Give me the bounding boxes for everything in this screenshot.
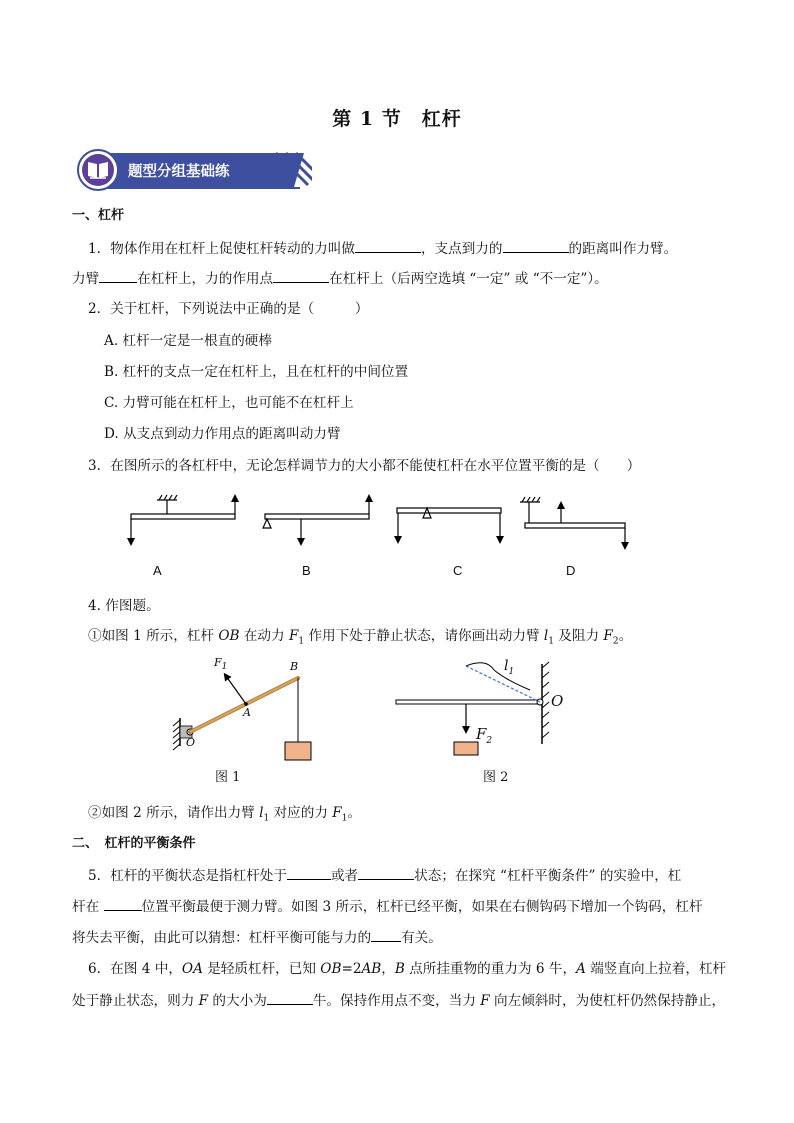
fig2-f2-label — [476, 725, 492, 746]
q6-text: F — [480, 993, 490, 1009]
q5-text: 或者 — [330, 868, 359, 884]
q4-text: 及阻力 — [553, 628, 604, 644]
question-4-sub-1 — [88, 626, 632, 652]
q5-text: 5．杠杆的平衡状态是指杠杆处于 — [88, 868, 287, 884]
q4-text: F — [288, 628, 299, 644]
question-4-stem: 4. 作图题。 — [88, 598, 160, 614]
q6-text: 牛。保持作用点不变，当力 — [312, 993, 481, 1009]
question-1-line-2 — [72, 268, 608, 289]
q6-text: OB — [320, 961, 342, 977]
q5-text: 杆在 — [72, 899, 104, 915]
q5-text: 位置平衡最便于测力臂。如图 3 所示，杠杆已经平衡，如果在右侧钩码下增加一个钩码，杠杆 — [141, 899, 703, 915]
section-heading-1: 一、杠杆 — [72, 208, 125, 223]
fig1-a-label: A — [243, 706, 251, 719]
banner-label: 题型分组基础练 — [128, 164, 230, 180]
q4-text: ②如图 2 所示，请作出力臂 — [88, 805, 260, 821]
q1-text: 在杠杆上（后两空选填 “一定” 或 “不一定”）。 — [329, 271, 608, 287]
q5-text: 有关。 — [401, 930, 442, 946]
q6-text: B — [394, 961, 405, 977]
q5-text: 状态；在探究 “杠杆平衡条件” 的实验中，杠 — [414, 868, 682, 884]
q1-text: ，支点到力的 — [420, 241, 503, 257]
q6-text: 6．在图 4 中， — [88, 961, 182, 977]
q6-text: 处于静止状态，则力 — [72, 993, 199, 1009]
q6-text: OA — [181, 961, 203, 977]
q4-text: OB — [218, 628, 240, 644]
question-2-option-d[interactable]: D. 从支点到动力作用点的距离叫动力臂 — [104, 426, 341, 442]
question-5-line-2 — [72, 896, 703, 917]
q4-text: l — [259, 805, 264, 821]
option-label-c: C — [453, 563, 463, 578]
fig2-text: 1 — [508, 666, 515, 677]
q1-text: 的距离叫作力臂。 — [568, 241, 678, 257]
q1-text: 力臂 — [72, 271, 100, 287]
q6-text: A — [576, 961, 586, 977]
blank[interactable] — [503, 238, 569, 253]
lever-d — [520, 497, 625, 546]
option-label-a: A — [153, 563, 162, 578]
fig1-b-label: B — [290, 660, 299, 673]
fig2-text: F — [476, 725, 487, 743]
blank[interactable] — [273, 268, 329, 283]
question-3-stem: 3．在图所示的各杠杆中，无论怎样调节力的大小都不能使杠杆在水平位置平衡的是（ ） — [88, 458, 641, 474]
question-2-option-b[interactable]: B. 杠杆的支点一定在杠杆上，且在杠杆的中间位置 — [104, 364, 409, 380]
q4-text: 。 — [347, 805, 362, 821]
q6-text: =2 — [341, 961, 362, 977]
blank[interactable] — [371, 927, 401, 942]
fig2-text: 2 — [486, 736, 493, 746]
question-5-line-1 — [88, 865, 681, 886]
fig1-text: F — [214, 656, 222, 669]
q4-text: 在动力 — [239, 628, 289, 644]
q4-text: 2 — [612, 636, 619, 647]
question-5-line-3 — [72, 927, 442, 948]
lever-b — [263, 498, 369, 542]
question-6-line-1 — [88, 959, 726, 979]
option-label-b: B — [302, 563, 311, 578]
q6-text: AB — [361, 961, 382, 977]
q4-text: 1 — [341, 813, 348, 824]
blank[interactable] — [99, 268, 137, 283]
q4-text: 作用下处于静止状态，请你画出动力臂 — [304, 628, 544, 644]
q6-text: 端竖直向上拉着，杠杆 — [585, 961, 727, 977]
fig1-f1-label — [214, 656, 227, 672]
q6-text: 点所挂重物的重力为 6 牛， — [404, 961, 577, 977]
figure-1-caption: 图 1 — [215, 770, 241, 785]
q6-text: 的大小为 — [208, 993, 267, 1009]
q4-text: 1 — [298, 636, 305, 647]
q4-text: l — [543, 628, 549, 644]
q1-text: 在杠杆上，力的作用点 — [137, 271, 274, 287]
lever-c — [397, 508, 501, 540]
fig2-text: l — [504, 658, 509, 674]
q4-text: 1 — [548, 636, 554, 647]
fig1-o-label: O — [186, 736, 196, 749]
q6-text: F — [198, 993, 209, 1009]
q6-text: ， — [381, 961, 395, 977]
blank[interactable] — [355, 238, 421, 253]
q1-text: 1．物体作用在杠杆上促使杠杆转动的力叫做 — [88, 241, 355, 257]
q4-text: 。 — [618, 628, 633, 644]
lever-a — [131, 495, 235, 542]
q4-text: F — [332, 805, 342, 821]
q6-text: 向左倾斜时，为使杠杆仍然保持静止， — [489, 993, 726, 1009]
q4-text: F — [603, 628, 613, 644]
q5-text: 将失去平衡，由此可以猜想：杠杆平衡可能与力的 — [72, 930, 372, 946]
q4-text: ①如图 1 所示，杠杆 — [88, 628, 219, 644]
q4-text: 对应的力 — [269, 805, 333, 821]
question-4-sub-2 — [88, 803, 361, 829]
question-1-line-1 — [88, 238, 677, 259]
question-2-option-a[interactable]: A. 杠杆一定是一根直的硬棒 — [104, 333, 272, 349]
fig2-o-label: O — [551, 692, 564, 710]
blank[interactable] — [267, 990, 313, 1005]
q4-text: 1 — [263, 813, 270, 824]
lever-diagrams — [115, 492, 635, 558]
question-2-stem: 2．关于杠杆，下列说法中正确的是（ ） — [88, 301, 369, 317]
option-label-d: D — [566, 563, 576, 578]
blank[interactable] — [358, 865, 414, 880]
section-heading-2: 二、 杠杆的平衡条件 — [72, 836, 196, 851]
page-title: 第 1 节 杠杆 — [332, 108, 462, 130]
fig2-l1-label — [504, 658, 514, 677]
q6-text: 是轻质杠杆，已知 — [202, 961, 321, 977]
question-6-line-2 — [72, 990, 725, 1011]
figure-2-caption: 图 2 — [483, 770, 509, 785]
question-2-option-c[interactable]: C. 力臂可能在杠杆上，也可能不在杠杆上 — [104, 395, 354, 411]
fig1-text: 1 — [221, 662, 228, 673]
blank[interactable] — [287, 865, 331, 880]
blank[interactable] — [104, 896, 142, 911]
